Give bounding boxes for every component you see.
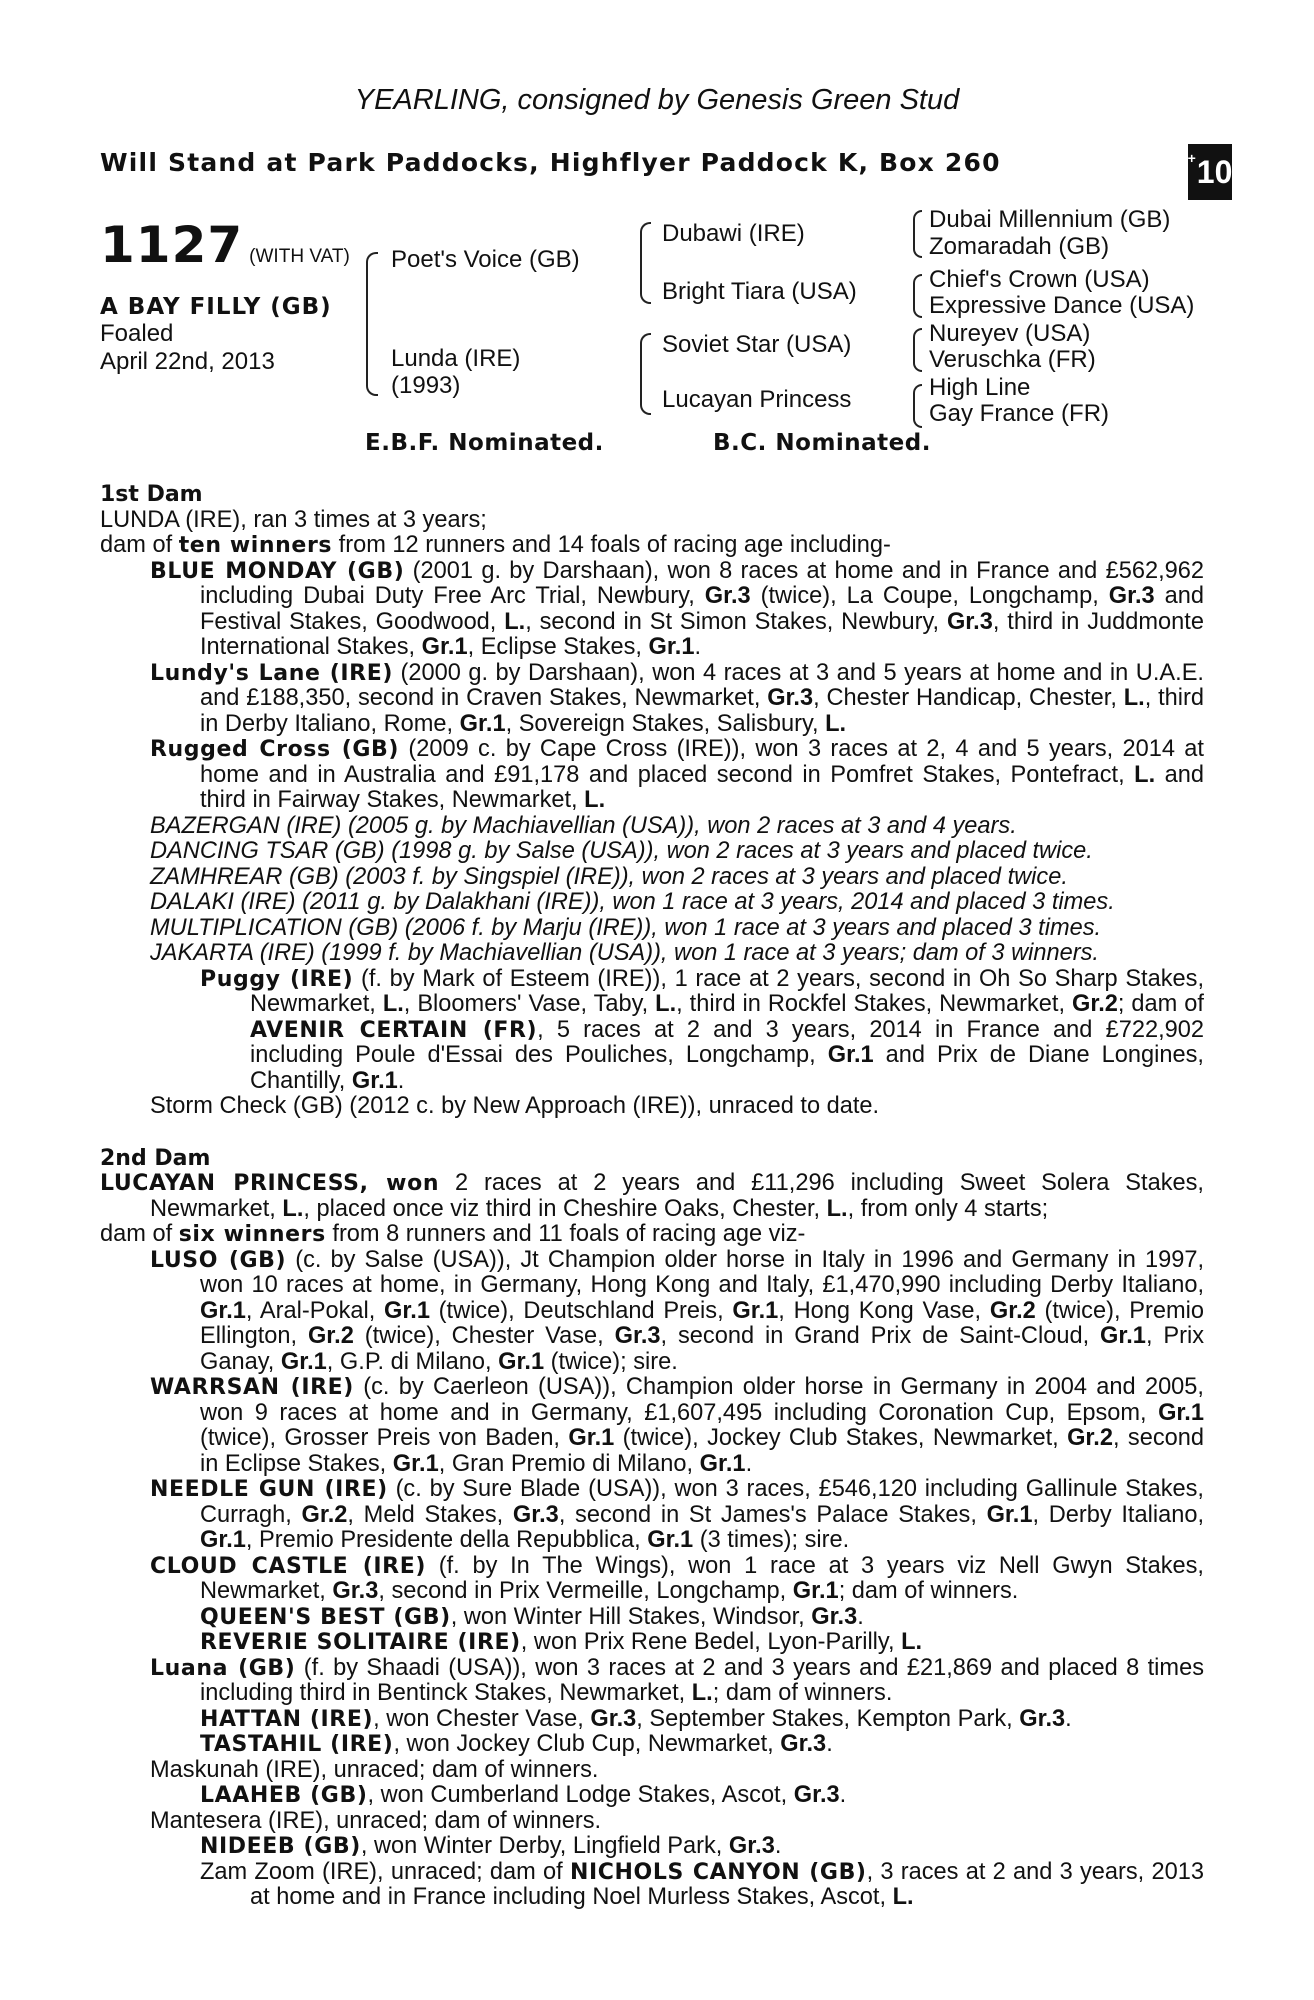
entry-jakarta: JAKARTA (IRE) (1999 f. by Machiavellian (USA)), won 1 race at 3 years; dam of 3 winners. xyxy=(150,940,1099,966)
foaled-date: April 22nd, 2013 xyxy=(100,348,275,375)
entry-mantesera: Mantesera (IRE), unraced; dam of winners. xyxy=(150,1807,602,1834)
second-dam-summary: dam of six winners from 8 runners and 11 foals of racing age viz- xyxy=(100,1221,806,1247)
brace-g3-1 xyxy=(913,210,922,258)
entry-luso: LUSO (GB) (c. by Salse (USA)), Jt Champion older horse in Italy in 1996 and Germany in 1997, won 10 races at home, in Germany, Hong Kong and Italy, £1,470,990 including Derby Italiano, Gr.1, Aral-Pokal, Gr.1 (twice), Deutschland Preis, Gr.1, Hong Kong Vase, Gr.2 (twice), Premio Ellington, Gr.2 (twice), Chester Vase, Gr.3, second in Grand Prix de Saint-Cloud, Gr.1, Prix Ganay, Gr.1, G.P. di Milano, Gr.1 (twice); sire. xyxy=(150,1246,1205,1375)
foaled-label: Foaled xyxy=(100,320,174,347)
ebf-nominated: E.B.F. Nominated. xyxy=(365,430,604,456)
entry-hattan: HATTAN (IRE), won Chester Vase, Gr.3, September Stakes, Kempton Park, Gr.3. xyxy=(200,1705,1072,1732)
brace-sire-line xyxy=(640,222,651,304)
horse-description: A BAY FILLY (GB) xyxy=(100,294,332,320)
ancestor-g3-5: Nureyev (USA) xyxy=(929,320,1091,347)
entry-warrsan: WARRSAN (IRE) (c. by Caerleon (USA)), Champion older horse in Germany in 2004 and 2005, won 9 races at home and in Germany, £1,607,495 including Coronation Cup, Epsom, Gr.1 (twice), Grosser Preis von Baden, Gr.1 (twice), Jockey Club Stakes, Newmarket, Gr.2, second in Eclipse Stakes, Gr.1, Gran Premio di Milano, Gr.1. xyxy=(150,1374,1204,1477)
entry-storm-check: Storm Check (GB) (2012 c. by New Approach (IRE)), unraced to date. xyxy=(150,1093,880,1119)
entry-cloud-castle: CLOUD CASTLE (IRE) (f. by In The Wings), won 1 race at 3 years viz Nell Gwyn Stakes, Newmarket, Gr.3, second in Prix Vermeille, Longchamp, Gr.1; dam of winners. xyxy=(150,1552,1204,1604)
lot-info xyxy=(100,216,350,376)
entry-lucayan-princess: LUCAYAN PRINCESS, won 2 races at 2 years and £11,296 including Sweet Solera Stakes, Newmarket, L., placed once viz third in Cheshire Oaks, Chester, L., from only 4 starts; xyxy=(100,1170,1204,1222)
entry-bazergan: BAZERGAN (IRE) (2005 g. by Machiavellian (USA)), won 2 races at 3 and 4 years. xyxy=(150,812,1017,839)
entry-tastahil: TASTAHIL (IRE), won Jockey Club Cup, Newmarket, Gr.3. xyxy=(200,1731,833,1757)
first-dam-summary: dam of ten winners from 12 runners and 14 foals of racing age including- xyxy=(100,532,891,558)
entry-dalaki: DALAKI (IRE) (2011 g. by Dalakhani (IRE)), won 1 race at 3 years, 2014 and placed 3 times. xyxy=(150,889,1115,915)
stand-location: Will Stand at Park Paddocks, Highflyer Paddock K, Box 260 xyxy=(100,148,1001,177)
entry-puggy: Puggy (IRE) (f. by Mark of Esteem (IRE)), 1 race at 2 years, second in Oh So Sharp Stakes, Newmarket, L., Bloomers' Vase, Taby, L., third in Rockfel Stakes, Newmarket, Gr.2; dam of AVENIR CERTAIN (FR), 5 races at 2 and 3 years, 2014 in France and £722,902 including Poule d'Essai des Pouliches, Longchamp, Gr.1 and Prix de Diane Longines, Chantilly, Gr.1. xyxy=(200,965,1205,1094)
ancestor-g3-4: Expressive Dance (USA) xyxy=(929,292,1195,319)
entry-luana: Luana (GB) (f. by Shaadi (USA)), won 3 races at 2 and 3 years and £21,869 and placed 8 times including third in Bentinck Stakes, Newmarket, L.; dam of winners. xyxy=(150,1654,1204,1706)
brace-g3-4 xyxy=(913,384,922,428)
entry-maskunah: Maskunah (IRE), unraced; dam of winners. xyxy=(150,1756,599,1783)
dam-name: Lunda (IRE) xyxy=(391,345,521,372)
lot-number: 1127 xyxy=(100,216,244,274)
entry-zam-zoom: Zam Zoom (IRE), unraced; dam of NICHOLS CANYON (GB), 3 races at 2 and 3 years, 2013 at home and in France including Noel Murless Stakes, Ascot, L. xyxy=(200,1858,1204,1910)
ancestor-g3-6: Veruschka (FR) xyxy=(929,346,1096,373)
sire-name: Poet's Voice (GB) xyxy=(391,246,580,273)
brace-dam-line xyxy=(640,333,651,415)
entry-dancing-tsar: DANCING TSAR (GB) (1998 g. by Salse (USA)), won 2 races at 3 years and placed twice. xyxy=(150,838,1093,864)
entry-multiplication: MULTIPLICATION (GB) (2006 f. by Marju (IRE)), won 1 race at 3 years and placed 3 times. xyxy=(150,914,1102,941)
second-dam-heading: 2nd Dam xyxy=(100,1145,211,1171)
entry-blue-monday: BLUE MONDAY (GB) (2001 g. by Darshaan), won 8 races at home and in France and £562,962 including Dubai Duty Free Arc Trial, Newbury, Gr.3 (twice), La Coupe, Longchamp, Gr.3 and Festival Stakes, Goodwood, L., second in St Simon Stakes, Newbury, Gr.3, third in Juddmonte International Stakes, Gr.1, Eclipse Stakes, Gr.1. xyxy=(150,557,1204,660)
entry-laaheb: LAAHEB (GB), won Cumberland Lodge Stakes, Ascot, Gr.3. xyxy=(200,1782,847,1808)
brace-gen1 xyxy=(366,252,378,396)
brace-g3-3 xyxy=(913,328,922,372)
first-dam-intro: LUNDA (IRE), ran 3 times at 3 years; xyxy=(100,506,487,533)
badge-number: 10 xyxy=(1196,153,1233,190)
entry-nideeb: NIDEEB (GB), won Winter Derby, Lingfield Park, Gr.3. xyxy=(200,1833,782,1859)
vat-label: (WITH VAT) xyxy=(249,246,350,267)
bc-nominated: B.C. Nominated. xyxy=(713,430,931,456)
ancestor-g3-2: Zomaradah (GB) xyxy=(929,233,1110,260)
entry-queens-best: QUEEN'S BEST (GB), won Winter Hill Stakes, Windsor, Gr.3. xyxy=(200,1603,864,1630)
entry-zamhrear: ZAMHREAR (GB) (2003 f. by Singspiel (IRE)), won 2 races at 3 years and placed twice. xyxy=(150,863,1068,890)
ancestor-g3-3: Chief's Crown (USA) xyxy=(929,266,1150,293)
entry-lundys-lane: Lundy's Lane (IRE) (2000 g. by Darshaan), won 4 races at 3 and 5 years at home and in U.A.E. and £188,350, second in Craven Stakes, Newmarket, Gr.3, Chester Handicap, Chester, L., third in Derby Italiano, Rome, Gr.1, Sovereign Stakes, Salisbury, L. xyxy=(150,659,1204,737)
ancestor-g3-7: High Line xyxy=(929,374,1031,401)
ancestor-g3-8: Gay France (FR) xyxy=(929,400,1110,427)
first-dam-heading: 1st Dam xyxy=(100,482,203,507)
second-dam: Lucayan Princess xyxy=(662,386,852,413)
produce-record xyxy=(100,482,1204,1911)
badge-plus: + xyxy=(1187,150,1196,166)
entry-needle-gun: NEEDLE GUN (IRE) (c. by Sure Blade (USA)), won 3 races, £546,120 including Gallinule Stakes, Curragh, Gr.2, Meld Stakes, Gr.3, second in St James's Palace Stakes, Gr.1, Derby Italiano, Gr.1, Premio Presidente della Repubblica, Gr.1 (3 times); sire. xyxy=(150,1476,1205,1553)
sire-sire: Dubawi (IRE) xyxy=(662,220,805,247)
dam-sire: Soviet Star (USA) xyxy=(662,331,852,358)
brace-g3-2 xyxy=(913,274,922,318)
sale-category-title: YEARLING, consigned by Genesis Green Stud xyxy=(354,84,960,116)
day-badge xyxy=(1188,144,1232,200)
ancestor-g3-1: Dubai Millennium (GB) xyxy=(929,206,1171,233)
dam-year: (1993) xyxy=(391,372,461,399)
entry-rugged-cross: Rugged Cross (GB) (2009 c. by Cape Cross (IRE)), won 3 races at 2, 4 and 5 years, 2014 at home and in Australia and £91,178 and placed second in Pomfret Stakes, Pontefract, L. and third in Fairway Stakes, Newmarket, L. xyxy=(150,736,1205,813)
entry-reverie-solitaire: REVERIE SOLITAIRE (IRE), won Prix Rene Bedel, Lyon-Parilly, L. xyxy=(200,1629,923,1655)
sire-dam: Bright Tiara (USA) xyxy=(662,278,857,305)
